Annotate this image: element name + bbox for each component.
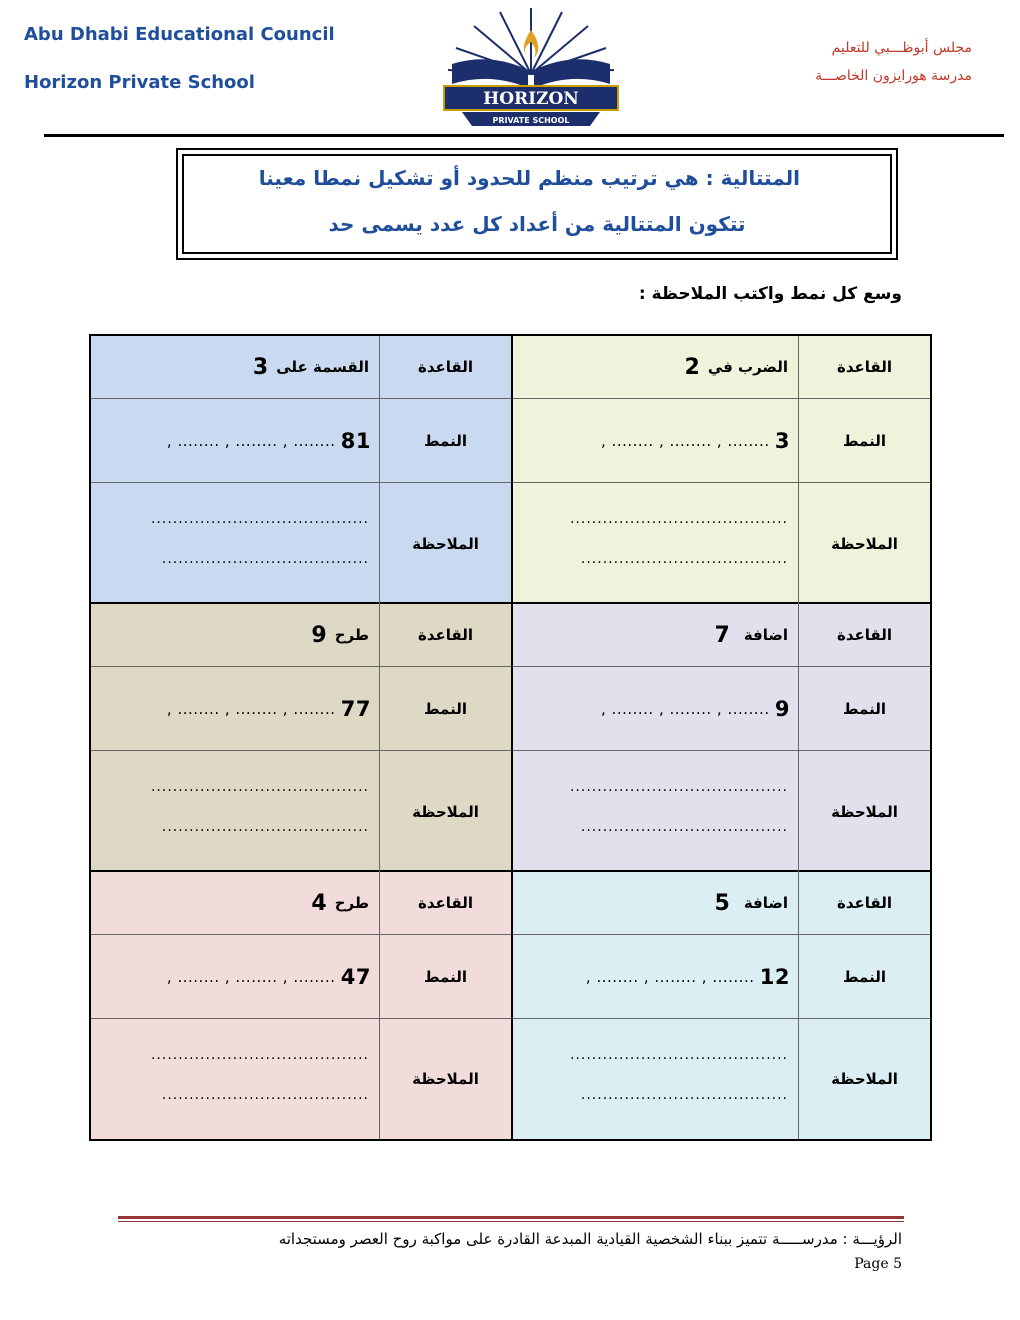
pattern-sequence[interactable]: , ........ , ........ , ........ 77 — [166, 696, 371, 721]
rule-label: القاعدة — [798, 604, 930, 666]
pattern-label: النمط — [798, 667, 930, 750]
pattern-sequence[interactable]: , ........ , ........ , ........ 81 — [166, 428, 371, 453]
header-divider — [44, 134, 1004, 137]
council-name-en: Abu Dhabi Educational Council — [24, 24, 335, 45]
council-name-ar: مجلس أبوظـــبي للتعليم — [831, 40, 972, 56]
pattern-sequence[interactable]: , ........ , ........ , ........ 3 — [601, 428, 790, 453]
rule-label: القاعدة — [379, 872, 511, 934]
note-line-2[interactable]: ...................................... — [161, 551, 369, 567]
note-label: الملاحظة — [379, 483, 511, 604]
school-name-ar: مدرسة هورايزون الخاصـــة — [815, 68, 972, 84]
note-line-1[interactable]: ........................................ — [569, 511, 788, 527]
page-number: Page 5 — [854, 1256, 902, 1272]
note-line-1[interactable]: ........................................ — [150, 779, 369, 795]
pattern-sequence[interactable]: , ........ , ........ , ........ 47 — [166, 964, 371, 989]
note-line-2[interactable]: ...................................... — [161, 1087, 369, 1103]
pattern-label: النمط — [798, 399, 930, 482]
rule-value: الضرب في 2 — [684, 354, 788, 380]
rule-label: القاعدة — [379, 604, 511, 666]
note-label: الملاحظة — [379, 751, 511, 872]
note-line-2[interactable]: ...................................... — [580, 819, 788, 835]
note-label: الملاحظة — [379, 1019, 511, 1139]
rule-value: اضافة 5 — [714, 890, 788, 916]
note-label: الملاحظة — [798, 1019, 930, 1139]
note-line-1[interactable]: ........................................ — [150, 1047, 369, 1063]
definition-line-2: تتكون المتتالية من أعداد كل عدد يسمى حد — [328, 212, 746, 236]
pattern-grid — [89, 334, 932, 1141]
note-line-1[interactable]: ........................................ — [569, 779, 788, 795]
pattern-block-6 — [91, 872, 511, 1139]
instruction-text: وسع كل نمط واكتب الملاحظة : — [638, 284, 902, 304]
note-label: الملاحظة — [798, 751, 930, 872]
note-line-1[interactable]: ........................................ — [569, 1047, 788, 1063]
pattern-label: النمط — [379, 667, 511, 750]
pattern-block-3 — [511, 604, 930, 872]
note-label: الملاحظة — [798, 483, 930, 604]
pattern-label: النمط — [379, 399, 511, 482]
definition-box — [176, 148, 898, 260]
pattern-label: النمط — [379, 935, 511, 1018]
pattern-block-5 — [511, 872, 930, 1139]
rule-label: القاعدة — [798, 336, 930, 398]
rule-label: القاعدة — [379, 336, 511, 398]
rule-value: طرح 4 — [311, 890, 369, 916]
rule-value: اضافة 7 — [714, 622, 788, 648]
rule-label: القاعدة — [798, 872, 930, 934]
note-line-2[interactable]: ...................................... — [580, 1087, 788, 1103]
note-line-2[interactable]: ...................................... — [580, 551, 788, 567]
rule-value: القسمة على 3 — [252, 354, 369, 380]
note-line-1[interactable]: ........................................ — [150, 511, 369, 527]
pattern-sequence[interactable]: , ........ , ........ , ........ 9 — [601, 696, 790, 721]
pattern-label: النمط — [798, 935, 930, 1018]
rule-value: طرح 9 — [311, 622, 369, 648]
pattern-block-2 — [91, 336, 511, 604]
pattern-block-4 — [91, 604, 511, 872]
book-icon — [452, 59, 528, 88]
school-vision: الرؤيـــة : مدرســـــة تتميز ببناء الشخصية القيادية المبدعة القادرة على مواكبة روح العصر ومستجداته — [278, 1230, 902, 1248]
definition-line-1: المتتالية : هي ترتيب منظم للحدود أو تشكيل نمطا معينا — [258, 166, 800, 190]
footer-divider — [118, 1216, 904, 1219]
pattern-sequence[interactable]: , ........ , ........ , ........ 12 — [585, 964, 790, 989]
pattern-block-1 — [511, 336, 930, 604]
logo-subtext: PRIVATE SCHOOL — [492, 116, 570, 125]
note-line-2[interactable]: ...................................... — [161, 819, 369, 835]
logo-text: HORIZON — [483, 89, 579, 109]
school-logo — [440, 4, 622, 130]
school-name-en: Horizon Private School — [24, 72, 255, 93]
